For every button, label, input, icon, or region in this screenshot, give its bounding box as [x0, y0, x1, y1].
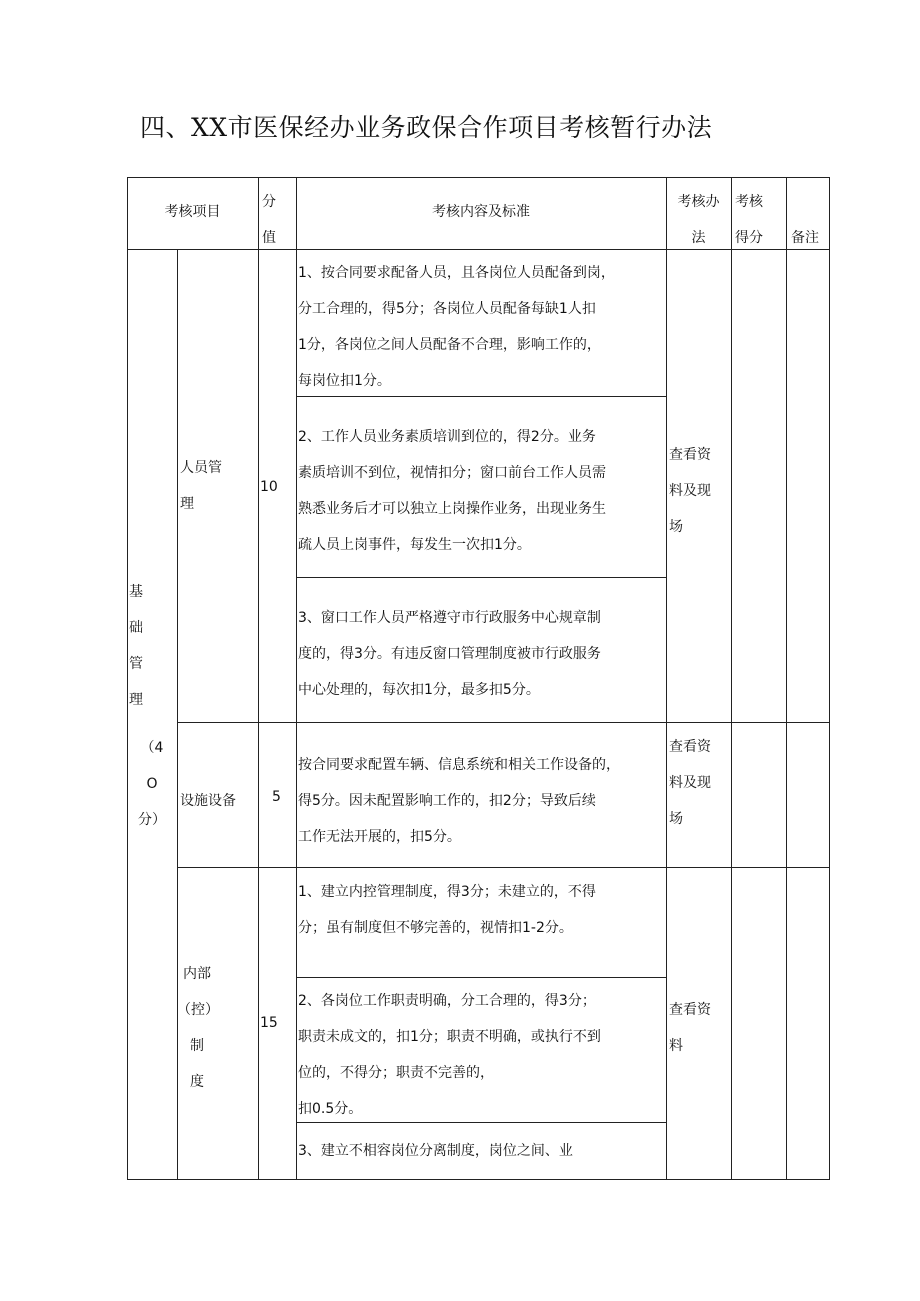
row-divider [296, 577, 666, 578]
criteria-text: 1、按合同要求配备人员，且各岗位人员配备到岗， 分工合理的，得5分；各岗位人员配备每缺1人扣 1分，各岗位之间人员配备不合理，影响工作的， 每岗位扣1分。 [298, 265, 615, 389]
score-value: 15 [260, 1015, 278, 1031]
column-divider [786, 177, 787, 1180]
criteria-text: 2、各岗位工作职责明确，分工合理的，得3分； 职责未成文的，扣1分；职责不明确，或执行不到 位的，不得分；职责不完善的， 扣0.5分。 [298, 993, 601, 1117]
column-divider [296, 177, 297, 1180]
method-text: 查看资 料及现 场 [669, 739, 711, 827]
subitem-label: 人员管 理 [180, 460, 222, 512]
method-text: 查看资 料及现 场 [669, 447, 711, 535]
score-value: 5 [272, 789, 281, 805]
table-border-top [127, 177, 830, 178]
category-name: 基 础 管 理 [129, 584, 143, 708]
column-divider [258, 177, 259, 1180]
header-result: 考核 得分 [735, 194, 763, 246]
row-divider [177, 867, 830, 868]
criteria-text: 3、建立不相容岗位分离制度，岗位之间、业 [298, 1143, 573, 1159]
table-border-left [127, 177, 128, 1180]
subitem-label: 设施设备 [180, 793, 236, 809]
row-divider [177, 722, 830, 723]
header-remark: 备注 [791, 230, 819, 246]
category-points: （4 O 分） [138, 740, 166, 828]
header-item: 考核项目 [164, 204, 221, 220]
table-border-bottom [127, 1179, 830, 1180]
page-title: 四、XX市医保经办业务政保合作项目考核暂行办法 [140, 113, 713, 142]
column-divider [731, 177, 732, 1180]
header-content: 考核内容及标准 [432, 204, 530, 220]
subitem-label: 内部 （控） 制 度 [177, 966, 219, 1090]
row-divider [296, 977, 666, 978]
criteria-text: 2、工作人员业务素质培训到位的，得2分。业务 素质培训不到位，视情扣分；窗口前台工作人员需 熟悉业务后才可以独立上岗操作业务，出现业务生 疏人员上岗事件，每发生一次扣1分。 [298, 429, 606, 553]
column-divider [666, 177, 667, 1180]
criteria-text: 按合同要求配置车辆、信息系统和相关工作设备的， 得5分。因未配置影响工作的，扣2分；导致后续 工作无法开展的，扣5分。 [298, 757, 620, 845]
header-method: 考核办 法 [677, 194, 720, 246]
header-score: 分 值 [262, 194, 276, 246]
criteria-text: 1、建立内控管理制度，得3分；未建立的，不得 分；虽有制度但不够完善的，视情扣1-2分。 [298, 884, 596, 936]
table-border-right [829, 177, 830, 1180]
score-value: 10 [260, 479, 278, 495]
method-text: 查看资 料 [669, 1002, 711, 1054]
criteria-text: 3、窗口工作人员严格遵守市行政服务中心规章制 度的，得3分。有违反窗口管理制度被市行政服务 中心处理的，每次扣1分，最多扣5分。 [298, 610, 601, 698]
